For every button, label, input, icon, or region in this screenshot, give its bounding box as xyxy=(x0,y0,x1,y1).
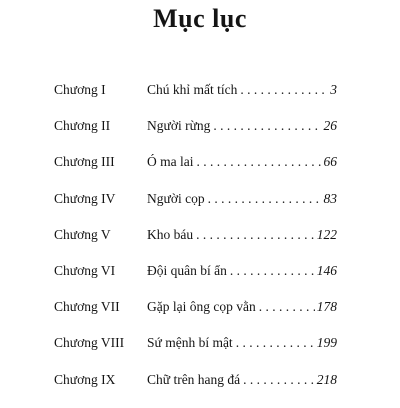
dot-leader xyxy=(196,227,315,243)
toc-row xyxy=(54,118,344,154)
page-number: 146 xyxy=(316,262,337,278)
chapter-number: Chương I xyxy=(54,82,106,97)
chapter-number: Chương VI xyxy=(54,262,116,278)
chapter-title: Gặp lại ông cọp vằn xyxy=(147,299,256,315)
page-number: 218 xyxy=(316,371,337,387)
dot-leader xyxy=(243,372,315,388)
chapter-number: Chương IX xyxy=(54,371,116,387)
toc-row xyxy=(54,191,344,227)
chapter-number: Chương V xyxy=(54,226,111,242)
page-title: Mục lục xyxy=(153,4,247,33)
toc-row xyxy=(54,299,344,335)
toc-entry xyxy=(147,82,337,98)
dot-leader xyxy=(236,335,315,351)
chapter-number: Chương III xyxy=(54,154,115,170)
toc-entry xyxy=(147,335,337,351)
chapter-title: Người rừng xyxy=(147,118,211,134)
chapter-title: Kho báu xyxy=(147,226,194,242)
dot-leader xyxy=(197,154,322,170)
chapter-title: Người cọp xyxy=(147,190,205,206)
toc-row xyxy=(54,154,344,190)
toc-entry xyxy=(147,227,337,243)
dot-leader xyxy=(208,191,322,207)
page-number: 26 xyxy=(323,118,337,134)
dot-leader xyxy=(240,82,328,98)
chapter-title: Chú khỉ mất tích xyxy=(147,82,238,97)
toc-entry xyxy=(147,154,337,170)
page-number: 178 xyxy=(316,299,337,315)
chapter-title: Chữ trên hang đá xyxy=(147,371,241,387)
chapter-title: Đội quân bí ẩn xyxy=(147,262,227,278)
dot-leader xyxy=(259,299,315,315)
chapter-number: Chương IV xyxy=(54,190,116,206)
toc-row xyxy=(54,227,344,263)
chapter-number: Chương VIII xyxy=(54,335,125,351)
toc-row xyxy=(54,82,344,118)
dot-leader xyxy=(213,118,321,134)
chapter-title: Sứ mệnh bí mật xyxy=(147,335,233,351)
page-number: 122 xyxy=(316,226,337,242)
toc-entry xyxy=(147,263,337,279)
chapter-title: Ó ma lai xyxy=(147,154,194,170)
page-number: 66 xyxy=(323,154,337,170)
toc-entry xyxy=(147,372,337,388)
toc-row xyxy=(54,372,344,408)
toc-entry xyxy=(147,299,337,315)
dot-leader xyxy=(230,263,315,279)
toc-entry xyxy=(147,118,337,134)
chapter-number: Chương II xyxy=(54,118,111,134)
chapter-number: Chương VII xyxy=(54,299,120,315)
page-number: 3 xyxy=(330,82,337,97)
toc-row xyxy=(54,263,344,299)
toc-row xyxy=(54,335,344,371)
toc-entry xyxy=(147,191,337,207)
table-of-contents xyxy=(54,82,344,408)
page-number: 199 xyxy=(316,335,337,351)
page-number: 83 xyxy=(323,190,337,206)
